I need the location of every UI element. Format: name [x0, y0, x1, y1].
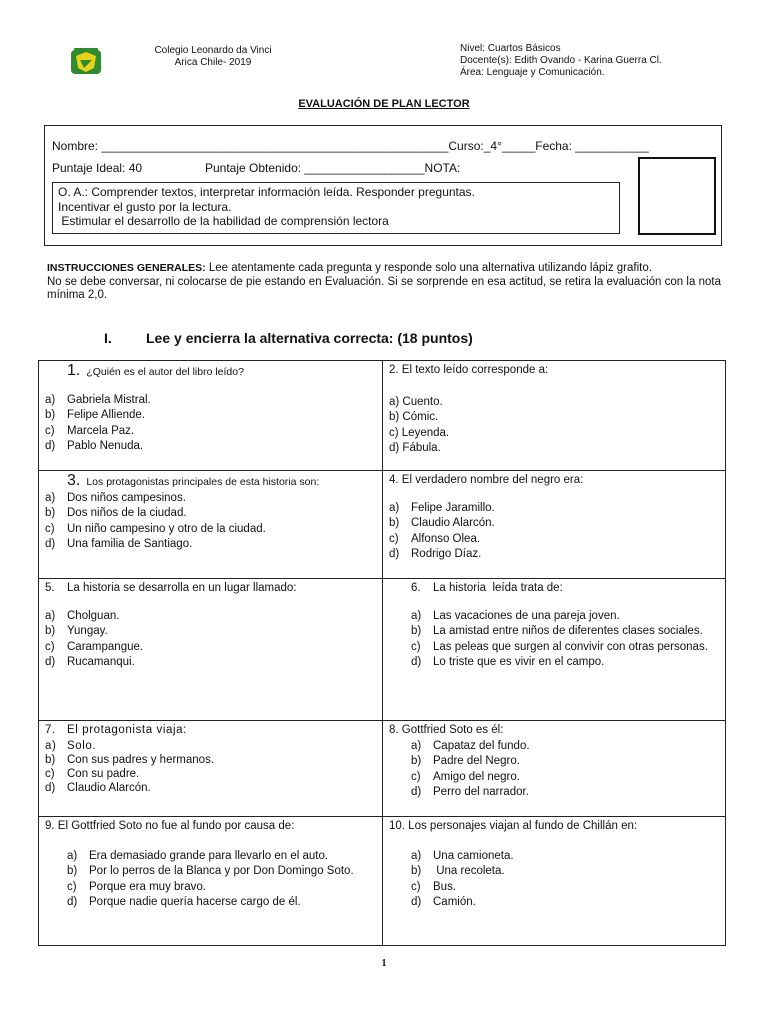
question-7 [39, 721, 383, 817]
option[interactable]: a) Cholguan. [45, 609, 120, 622]
instructions-text: Lee atentamente cada pregunta y responde solo una alternativa utilizando lápiz grafito. [205, 262, 652, 274]
option[interactable]: b) Yungay. [45, 625, 108, 637]
general-instructions [47, 262, 721, 303]
docentes-text: Docente(s): Edith Ovando - Karina Guerra Cl. [460, 55, 662, 66]
option[interactable]: b) Dos niños de la ciudad. [45, 507, 187, 519]
option[interactable]: d) Perro del narrador. [411, 786, 529, 798]
student-info-box [44, 125, 722, 246]
oa-line: Estimular el desarrollo de la habilidad de comprensión lectora [58, 214, 389, 228]
option[interactable]: a) Cuento. [389, 395, 443, 408]
question-text: 10. Los personajes viajan al fundo de Chillán en: [389, 820, 638, 832]
question-4 [383, 471, 726, 579]
question-number: 3. [67, 472, 81, 489]
option[interactable]: b) Cómic. [389, 411, 439, 423]
question-9 [39, 817, 383, 946]
option[interactable]: c) Marcela Paz. [45, 424, 135, 437]
option[interactable]: b) Por lo perros de la Blanca y por Don Domingo Soto. [67, 865, 354, 877]
option[interactable]: b) Felipe Alliende. [45, 409, 145, 421]
option[interactable]: a) Las vacaciones de una pareja joven. [411, 609, 620, 622]
nivel-text: Nivel: Cuartos Básicos [460, 43, 561, 54]
question-text: Los protagonistas principales de esta historia son: [86, 476, 320, 488]
option[interactable]: d) Porque nadie quería hacerse cargo de él. [67, 896, 301, 908]
area-text: Área: Lenguaje y Comunicación. [460, 67, 605, 78]
instructions-label: INSTRUCCIONES GENERALES: [47, 262, 206, 274]
nombre-line: Nombre: ____________________________________________________Curso:_4°_____Fecha: ___________ [52, 139, 649, 153]
option[interactable]: c) Las peleas que surgen al convivir con otras personas. [411, 640, 708, 653]
course-meta [460, 43, 662, 79]
question-6 [383, 579, 726, 721]
puntaje-obtenido: Puntaje Obtenido: __________________NOTA: [205, 161, 461, 175]
oa-line: O. A.: Comprender textos, interpretar información leída. Responder preguntas. [58, 185, 475, 199]
question-text: 2. El texto leído corresponde a: [389, 364, 549, 376]
option[interactable]: a) Capataz del fundo. [411, 739, 530, 752]
oa-line: Incentivar el gusto por la lectura. [58, 199, 232, 214]
puntaje-ideal: Puntaje Ideal: 40 [52, 161, 143, 175]
page-number: 1 [381, 958, 387, 969]
option[interactable]: b) Con sus padres y hermanos. [45, 753, 215, 766]
question-5 [39, 579, 383, 721]
section-title: Lee y encierra la alternativa correcta: (18 puntos) [146, 330, 473, 346]
question-text: 8. Gottfried Soto es él: [389, 724, 504, 736]
option[interactable]: b) La amistad entre niños de diferentes clases sociales. [411, 625, 703, 637]
question-text: ¿Quién es el autor del libro leído? [86, 366, 244, 378]
question-number: 6. [411, 582, 421, 594]
option[interactable]: c) Carampangue. [45, 640, 144, 653]
questions-table [38, 360, 726, 946]
option[interactable]: d) Camión. [411, 896, 476, 908]
question-3 [39, 471, 383, 579]
option[interactable]: d) Rucamanqui. [45, 656, 135, 668]
question-2 [383, 361, 726, 471]
question-number: 5. [45, 582, 55, 594]
option[interactable]: a) Felipe Jaramillo. [389, 501, 495, 514]
school-info [143, 45, 283, 69]
option[interactable]: c) Amigo del negro. [411, 770, 520, 783]
school-location: Arica Chile- 2019 [174, 57, 252, 68]
question-text: 9. El Gottfried Soto no fue al fundo por causa de: [45, 820, 295, 832]
question-text: El protagonista viaja: [67, 724, 187, 736]
instructions-rules: No se debe conversar, ni colocarse de pie estando en Evaluación. Si se sorprende en esa actitud, se retira la evaluación con la nota mínima 2,0. [47, 275, 721, 301]
option[interactable]: b) Claudio Alarcón. [389, 517, 495, 529]
option[interactable]: c) Leyenda. [389, 426, 450, 439]
option[interactable]: d) Claudio Alarcón. [45, 781, 151, 794]
option[interactable]: c) Bus. [411, 880, 457, 893]
option[interactable]: d) Lo triste que es vivir en el campo. [411, 656, 605, 668]
option[interactable]: a) Dos niños campesinos. [45, 491, 186, 504]
option[interactable]: c) Porque era muy bravo. [67, 880, 206, 893]
objectives-box [52, 182, 620, 234]
option[interactable]: a) Una camioneta. [411, 849, 514, 862]
option[interactable]: d) Una familia de Santiago. [45, 538, 193, 550]
question-1 [39, 361, 383, 471]
school-logo [70, 46, 102, 76]
question-number: 7. [45, 724, 56, 736]
option[interactable]: d) Fábula. [389, 442, 441, 454]
option[interactable]: d) Pablo Nenuda. [45, 440, 144, 452]
grade-box [638, 157, 716, 235]
question-text: 4. El verdadero nombre del negro era: [389, 474, 584, 486]
question-number: 1. [67, 362, 81, 379]
section-number: I. [104, 330, 112, 346]
page-title: EVALUACIÓN DE PLAN LECTOR [298, 98, 470, 110]
question-text: La historia leída trata de: [433, 582, 563, 594]
option[interactable]: c) Con su padre. [45, 767, 140, 780]
school-name: Colegio Leonardo da Vinci [154, 45, 272, 56]
question-10 [383, 817, 726, 946]
option[interactable]: b) Una recoleta. [411, 865, 505, 877]
option[interactable]: c) Alfonso Olea. [389, 532, 481, 545]
question-8 [383, 721, 726, 817]
question-text: La historia se desarrolla en un lugar llamado: [67, 582, 297, 594]
option[interactable]: a) Gabriela Mistral. [45, 393, 151, 406]
option[interactable]: a) Era demasiado grande para llevarlo en el auto. [67, 849, 329, 862]
option[interactable]: b) Padre del Negro. [411, 755, 520, 767]
option[interactable]: a) Solo. [45, 739, 97, 752]
section-heading [104, 330, 473, 346]
option[interactable]: d) Rodrigo Díaz. [389, 548, 482, 560]
option[interactable]: c) Un niño campesino y otro de la ciudad. [45, 522, 266, 535]
